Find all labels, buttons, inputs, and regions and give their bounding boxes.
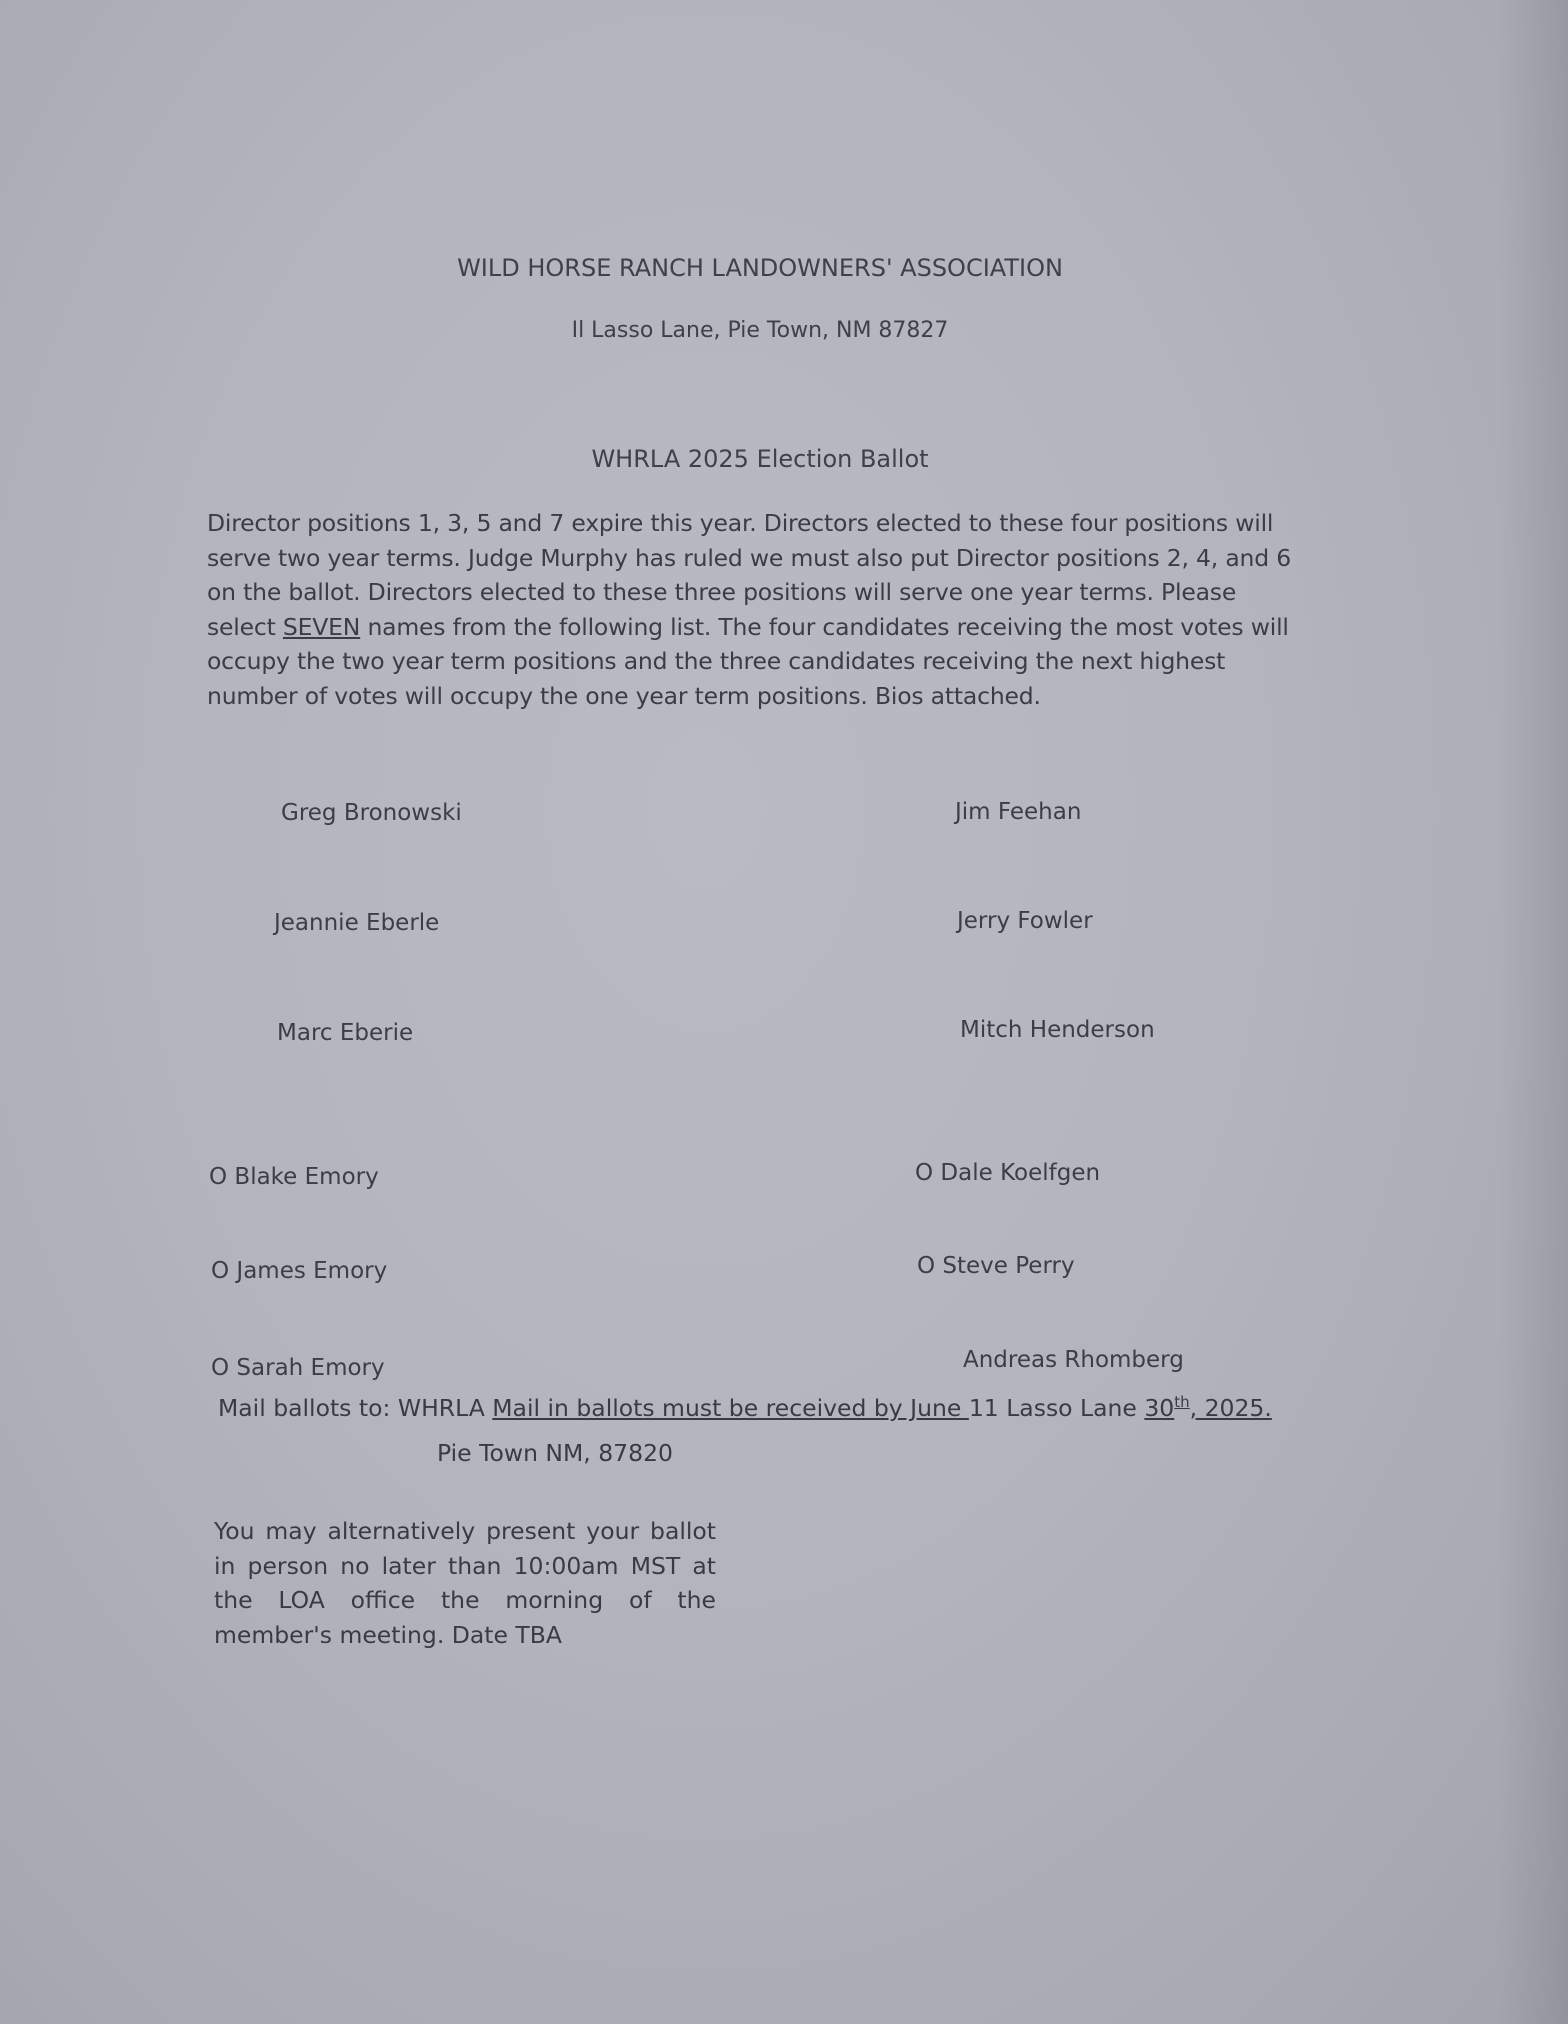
mail-deadline-year: , 2025. (1189, 1393, 1272, 1422)
candidate-steve-perry[interactable]: O Steve Perry (917, 1253, 1075, 1279)
candidate-sarah-emory[interactable]: O Sarah Emory (211, 1355, 385, 1381)
candidate-james-emory[interactable]: O James Emory (211, 1258, 388, 1284)
mail-deadline-suffix: th (1174, 1393, 1190, 1411)
mail-deadline-day: 30 (1144, 1393, 1175, 1422)
ballot-title: WHRLA 2025 Election Ballot (591, 445, 929, 473)
candidate-jerry-fowler[interactable]: Jerry Fowler (957, 908, 1093, 934)
candidate-blake-emory[interactable]: O Blake Emory (209, 1164, 379, 1190)
page-edge-shadow (1498, 0, 1568, 2024)
alternative-delivery-text: You may alternatively present your ballot in person no later than 10:00am MST at the LOA office the morning of the member's meeting. Date TBA (214, 1517, 716, 1649)
candidate-greg-bronowski[interactable]: Greg Bronowski (281, 800, 462, 826)
mail-deadline-text: Mail in ballots must be received by June (492, 1393, 969, 1422)
ballot-instructions (207, 506, 1307, 713)
instructions-text-2: names from the following list. The four candidates receiving the most votes will occupy the two year term positions and the three candidates receiving the next highest number of votes will occupy the one year term positions. Bios attached. (207, 612, 1289, 710)
instructions-emphasis: SEVEN (282, 612, 361, 641)
instructions-text-1: Director positions 1, 3, 5 and 7 expire this year. Directors elected to these four positions will serve two year terms. Judge Murphy has ruled we must also put Director positions 2, 4, and 6 on the ballot. Directors elected to these three positions will serve one year terms. Please select (207, 509, 1291, 641)
candidate-marc-eberie[interactable]: Marc Eberie (277, 1020, 414, 1046)
candidate-dale-koelfgen[interactable]: O Dale Koelfgen (915, 1160, 1101, 1186)
mail-city-line: Pie Town NM, 87820 (437, 1439, 673, 1467)
organization-name: WILD HORSE RANCH LANDOWNERS' ASSOCIATION (457, 254, 1063, 282)
mailing-instructions (218, 1393, 1272, 1422)
candidate-jeannie-eberle[interactable]: Jeannie Eberle (274, 910, 440, 936)
mail-prefix: Mail ballots to: WHRLA (218, 1393, 493, 1422)
candidate-jim-feehan[interactable]: Jim Feehan (955, 799, 1082, 825)
candidate-mitch-henderson[interactable]: Mitch Henderson (960, 1017, 1155, 1043)
mail-street: 11 Lasso Lane (968, 1393, 1145, 1422)
candidate-andreas-rhomberg[interactable]: Andreas Rhomberg (963, 1347, 1184, 1373)
organization-address: Il Lasso Lane, Pie Town, NM 87827 (571, 318, 949, 343)
